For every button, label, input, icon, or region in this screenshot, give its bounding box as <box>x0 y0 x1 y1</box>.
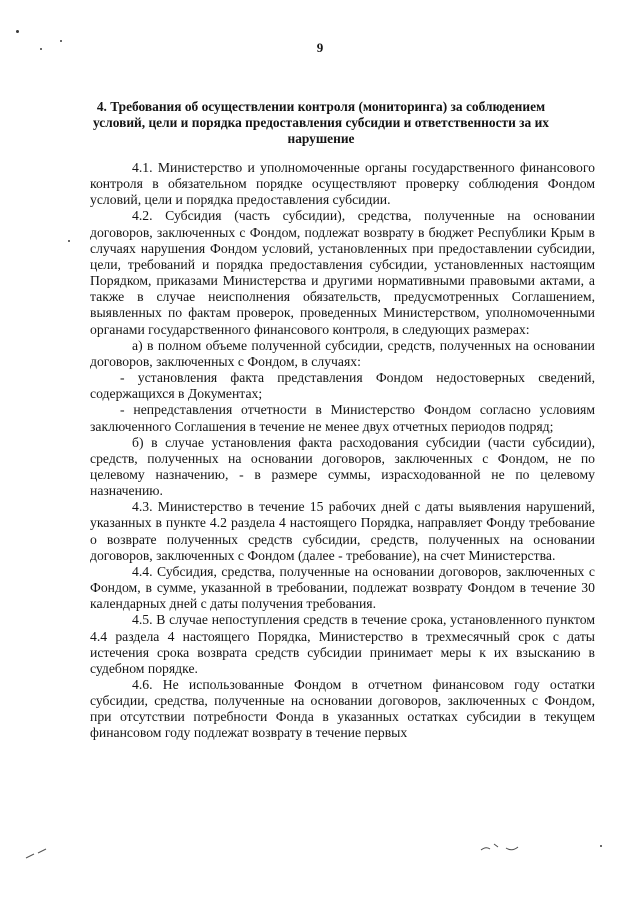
paragraph-4-6: 4.6. Не использованные Фондом в отчетном финансовом году остатки субсидии, средства, полученные на основании договоров, заключенных с Фондом, при отсутствии потребности Фонда в указанных остатках субсидии в текущем финансовом году подлежат возврату в течение первых <box>90 677 595 741</box>
paragraph-4-5: 4.5. В случае непоступления средств в течение срока, установленного пунктом 4.4 раздела 4 настоящего Порядка, Министерство в трехмесячный срок с даты истечения срока возврата средств субсидии принимает меры к их взысканию в судебном порядке. <box>90 612 595 676</box>
paragraph-4-2-b: б) в случае установления факта расходования субсидии (части субсидии), средств, полученных на основании договоров, заключенных с Фондом, не по целевому назначению, - в размере суммы, израсходованной не по целевому назначению. <box>90 434 595 499</box>
paragraph-4-2-a-item-2: - непредставления отчетности в Министерство Фондом согласно условиям заключенного Соглашения в течение не менее двух отчетных периодов подряд; <box>90 402 595 434</box>
document-body <box>90 160 595 742</box>
paragraph-4-4: 4.4. Субсидия, средства, полученные на основании договоров, заключенных с Фондом, в сумме, указанной в требовании, подлежат возврату Фондом в течение 30 календарных дней с даты получения требования. <box>90 563 595 612</box>
section-title: 4. Требования об осуществлении контроля (мониторинга) за соблюдением условий, цели и порядка предоставления субсидии и ответственности за их нарушение <box>92 99 549 147</box>
scan-speck <box>600 845 602 847</box>
scan-mark <box>24 846 54 860</box>
paragraph-4-2: 4.2. Субсидия (часть субсидии), средства, полученные на основании договоров, заключенных с Фондом, подлежат возврату в бюджет Республики Крым в случаях нарушения Фондом условий, установленных при предоставлении субсидии, цели, требований и порядка предоставления субсидии, установленных настоящим Порядком, приказами Министерства и другими нормативными правовыми актами, а также в случае неисполнения обязательств, предусмотренных Соглашением, выявленных по фактам проверок, проведенных Министерством, уполномоченными органами государственного финансового контроля, в следующих размерах: <box>90 208 595 337</box>
paragraph-4-3: 4.3. Министерство в течение 15 рабочих дней с даты выявления нарушений, указанных в пункте 4.2 раздела 4 настоящего Порядка, направляет Фонду требование о возврате полученных средств субсидии, средств, полученных на основании договоров, заключенных с Фондом (далее - требование), на счет Министерства. <box>90 499 595 563</box>
scan-speck <box>60 40 62 42</box>
paragraph-4-2-a-item-1: - установления факта представления Фондом недостоверных сведений, содержащихся в Документах; <box>90 370 595 402</box>
scan-speck <box>40 48 42 50</box>
page-number: 9 <box>316 40 324 55</box>
scan-speck <box>16 30 19 33</box>
scan-speck <box>68 240 70 242</box>
paragraph-4-2-a: а) в полном объеме полученной субсидии, средств, полученных на основании договоров, заключенных с Фондом, в случаях: <box>90 337 595 369</box>
scan-mark <box>478 838 528 856</box>
paragraph-4-1: 4.1. Министерство и уполномоченные органы государственного финансового контроля в обязательном порядке осуществляют проверку соблюдения Фондом условий, цели и порядка предоставления субсидии. <box>90 160 595 208</box>
